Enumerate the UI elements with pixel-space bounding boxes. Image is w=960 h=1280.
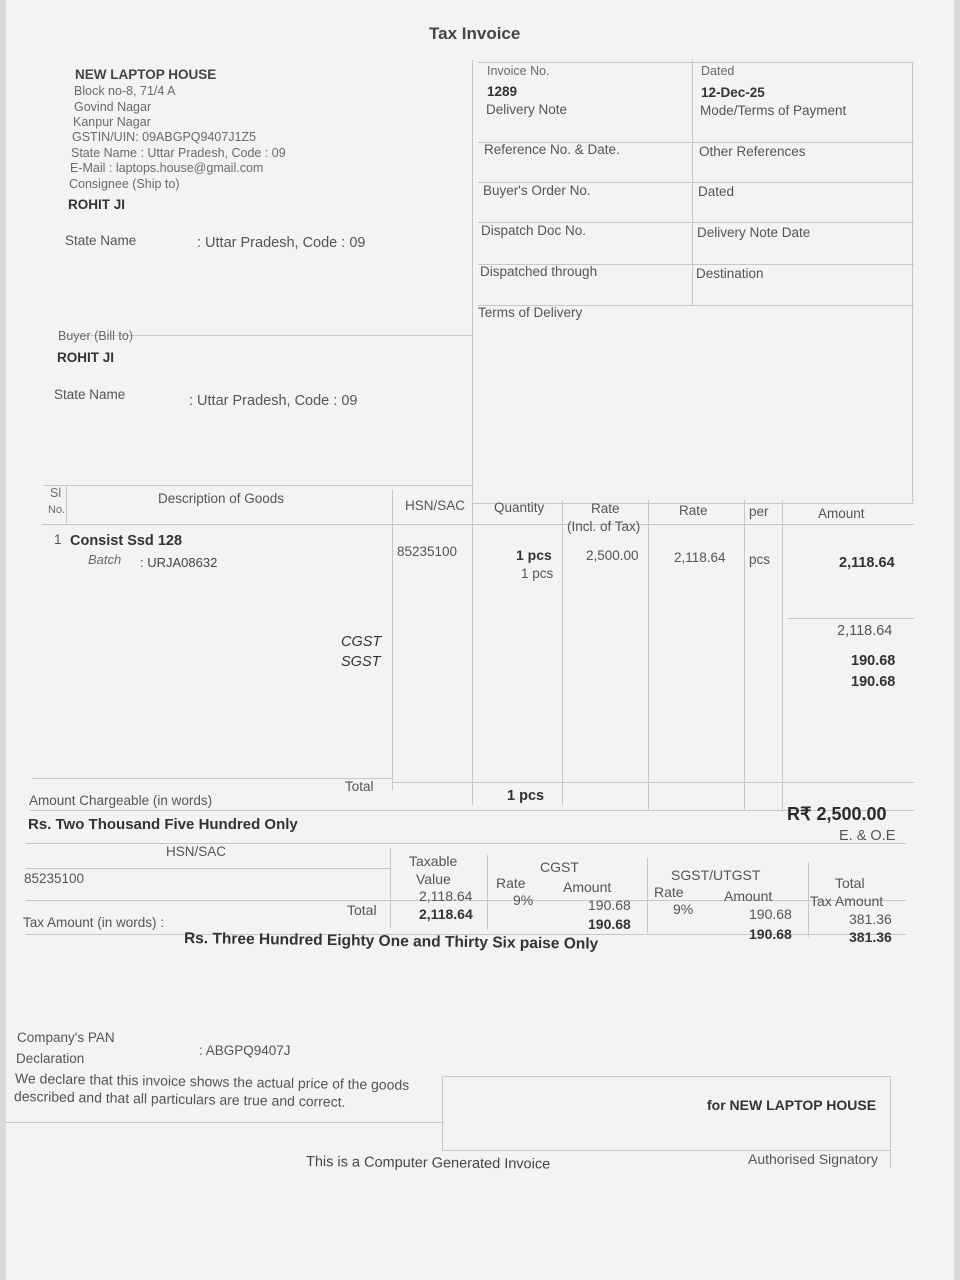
quantity-header: Quantity xyxy=(494,500,545,515)
dispatched-through-label: Dispatched through xyxy=(480,264,598,279)
rate-col-line xyxy=(648,500,649,810)
reference-label: Reference No. & Date. xyxy=(484,142,620,157)
other-references-label: Other References xyxy=(699,144,806,159)
per-header: per xyxy=(749,504,769,519)
no-header: No. xyxy=(48,504,66,516)
delivery-note-label: Delivery Note xyxy=(486,102,568,117)
meta-top-line xyxy=(478,62,914,63)
for-company: for NEW LAPTOP HOUSE xyxy=(707,1097,877,1113)
tax-row-total-tax: 381.36 xyxy=(849,911,892,927)
computer-generated-note: This is a Computer Generated Invoice xyxy=(305,1154,551,1173)
header-divider xyxy=(472,60,473,500)
destination-label: Destination xyxy=(696,266,764,281)
items-header-line xyxy=(42,524,914,525)
grand-total: R₹ 2,500.00 xyxy=(787,804,887,824)
item-rate: 2,118.64 xyxy=(674,550,726,565)
rate-incl-sub-header: (Incl. of Tax) xyxy=(567,519,641,534)
pan-value: : ABGPQ9407J xyxy=(199,1043,291,1058)
consignee-label: Consignee (Ship to) xyxy=(69,177,180,191)
consignee-state-value: : Uttar Pradesh, Code : 09 xyxy=(197,235,366,251)
tax-total-taxable: 2,118.64 xyxy=(419,906,473,922)
document-title: Tax Invoice xyxy=(429,24,521,43)
tax-total-label: Total xyxy=(347,902,377,918)
item-rate-incl: 2,500.00 xyxy=(586,548,639,563)
declaration-line-2: described and that all particulars are true and correct. xyxy=(13,1088,346,1110)
sl-col-line xyxy=(66,485,67,525)
tax-taxable-header: Taxable xyxy=(409,853,458,869)
tax-cgst-amount-header: Amount xyxy=(563,879,612,895)
signature-box-left xyxy=(442,1076,443,1150)
hsn-col-line xyxy=(392,490,393,790)
item-hsn: 85235100 xyxy=(397,544,458,559)
qty-col-line xyxy=(472,500,473,805)
tax-total-cgst: 190.68 xyxy=(588,916,631,932)
tax-table-header-line xyxy=(26,868,391,869)
eoe-label: E. & O.E xyxy=(839,828,896,844)
item-amount: 2,118.64 xyxy=(839,555,895,571)
item-description: Consist Ssd 128 xyxy=(70,533,183,549)
total-quantity: 1 pcs xyxy=(507,788,545,804)
amount-words-value: Rs. Two Thousand Five Hundred Only xyxy=(28,816,298,833)
total-row-line-left xyxy=(32,778,392,779)
amount-col-line xyxy=(782,500,783,812)
buyer-state-label: State Name xyxy=(54,387,126,402)
cgst-amount: 190.68 xyxy=(851,653,896,669)
buyer-state-value: : Uttar Pradesh, Code : 09 xyxy=(189,393,358,409)
tax-total-sgst: 190.68 xyxy=(749,926,792,942)
dated2-label: Dated xyxy=(698,184,735,199)
consignee-state-label: State Name xyxy=(65,233,137,248)
cgst-label: CGST xyxy=(341,634,382,650)
tax-sgst-header: SGST/UTGST xyxy=(671,867,761,883)
tax-total-amount: 381.36 xyxy=(849,929,892,945)
tax-row-sgst-rate: 9% xyxy=(673,901,694,917)
seller-address-2: Govind Nagar xyxy=(74,100,152,114)
tax-row-sgst-amount: 190.68 xyxy=(749,906,792,922)
tax-row-taxable: 2,118.64 xyxy=(419,888,473,904)
seller-email: E-Mail : laptops.house@gmail.com xyxy=(70,161,264,175)
rate-incl-header: Rate xyxy=(591,501,620,516)
tax-hsn-col-line xyxy=(390,848,391,928)
tax-total-header-2: Tax Amount xyxy=(810,893,884,909)
amount-header: Amount xyxy=(818,506,865,521)
total-row-line-right xyxy=(392,782,914,783)
mode-terms-label: Mode/Terms of Payment xyxy=(700,103,847,118)
invoice-paper xyxy=(6,0,954,1280)
description-header: Description of Goods xyxy=(158,491,285,506)
hsn-header: HSN/SAC xyxy=(405,498,466,513)
dated-label: Dated xyxy=(701,64,735,78)
tax-row-cgst-rate: 9% xyxy=(513,892,534,908)
invoice-no: 1289 xyxy=(487,84,518,99)
amount-words-label: Amount Chargeable (in words) xyxy=(29,793,213,808)
item-quantity-sub: 1 pcs xyxy=(521,566,554,581)
pan-label: Company's PAN xyxy=(17,1030,115,1045)
terms-of-delivery-label: Terms of Delivery xyxy=(478,305,583,320)
subtotal-line xyxy=(788,618,914,619)
item-quantity: 1 pcs xyxy=(516,547,552,563)
total-label: Total xyxy=(345,779,374,794)
declaration-label: Declaration xyxy=(16,1051,85,1066)
item-sl: 1 xyxy=(54,532,62,547)
tax-taxable-col-line xyxy=(487,855,488,930)
sgst-amount: 190.68 xyxy=(851,674,896,690)
per-col-line xyxy=(744,500,745,810)
tax-sgst-rate-header: Rate xyxy=(654,884,684,900)
consignee-name: ROHIT JI xyxy=(68,197,126,212)
item-batch-label: Batch xyxy=(88,552,122,567)
authorised-signatory: Authorised Signatory xyxy=(748,1151,878,1167)
tax-words-value: Rs. Three Hundred Eighty One and Thirty Six paise Only xyxy=(183,930,599,953)
tax-row-hsn: 85235100 xyxy=(24,871,85,886)
tax-table-top-line xyxy=(26,843,906,844)
tax-total-header: Total xyxy=(835,875,865,891)
tax-row-cgst-amount: 190.68 xyxy=(588,897,631,913)
dispatch-doc-label: Dispatch Doc No. xyxy=(481,223,587,238)
tax-hsn-header: HSN/SAC xyxy=(166,844,227,859)
buyer-label: Buyer (Bill to) xyxy=(58,329,134,343)
subtotal-amount: 2,118.64 xyxy=(837,623,893,639)
tax-sgst-amount-header: Amount xyxy=(724,888,773,904)
tax-cgst-col-line xyxy=(647,858,648,933)
rate-header: Rate xyxy=(679,503,708,518)
declaration-bottom-line xyxy=(6,1122,444,1123)
items-top-line-left xyxy=(44,485,474,486)
tax-words-label: Tax Amount (in words) : xyxy=(23,915,165,930)
declaration-line-1: We declare that this invoice shows the actual price of the goods xyxy=(14,1070,410,1093)
delivery-note-date-label: Delivery Note Date xyxy=(697,225,811,240)
right-border xyxy=(912,62,913,502)
signature-box-top xyxy=(444,1076,890,1077)
meta-divider xyxy=(692,60,693,306)
item-batch-value: : URJA08632 xyxy=(140,555,218,570)
seller-state: State Name : Uttar Pradesh, Code : 09 xyxy=(71,146,286,160)
seller-address-3: Kanpur Nagar xyxy=(73,115,151,129)
signature-box-right xyxy=(890,1076,891,1168)
tax-cgst-rate-header: Rate xyxy=(496,875,526,891)
seller-name: NEW LAPTOP HOUSE xyxy=(75,67,217,82)
seller-gstin: GSTIN/UIN: 09ABGPQ9407J1Z5 xyxy=(72,130,257,144)
invoice-date: 12-Dec-25 xyxy=(701,85,765,100)
invoice-no-label: Invoice No. xyxy=(487,64,550,78)
total-row-bottom-line xyxy=(30,810,914,811)
rate-incl-col-line xyxy=(562,500,563,805)
tax-taxable-header-2: Value xyxy=(416,871,451,887)
sgst-label: SGST xyxy=(341,654,381,670)
buyer-order-label: Buyer's Order No. xyxy=(483,183,591,198)
seller-address-1: Block no-8, 71/4 A xyxy=(74,84,176,98)
tax-cgst-header: CGST xyxy=(540,859,579,875)
sl-header: Sl xyxy=(50,486,62,500)
buyer-name: ROHIT JI xyxy=(57,350,115,365)
item-per: pcs xyxy=(749,552,771,567)
